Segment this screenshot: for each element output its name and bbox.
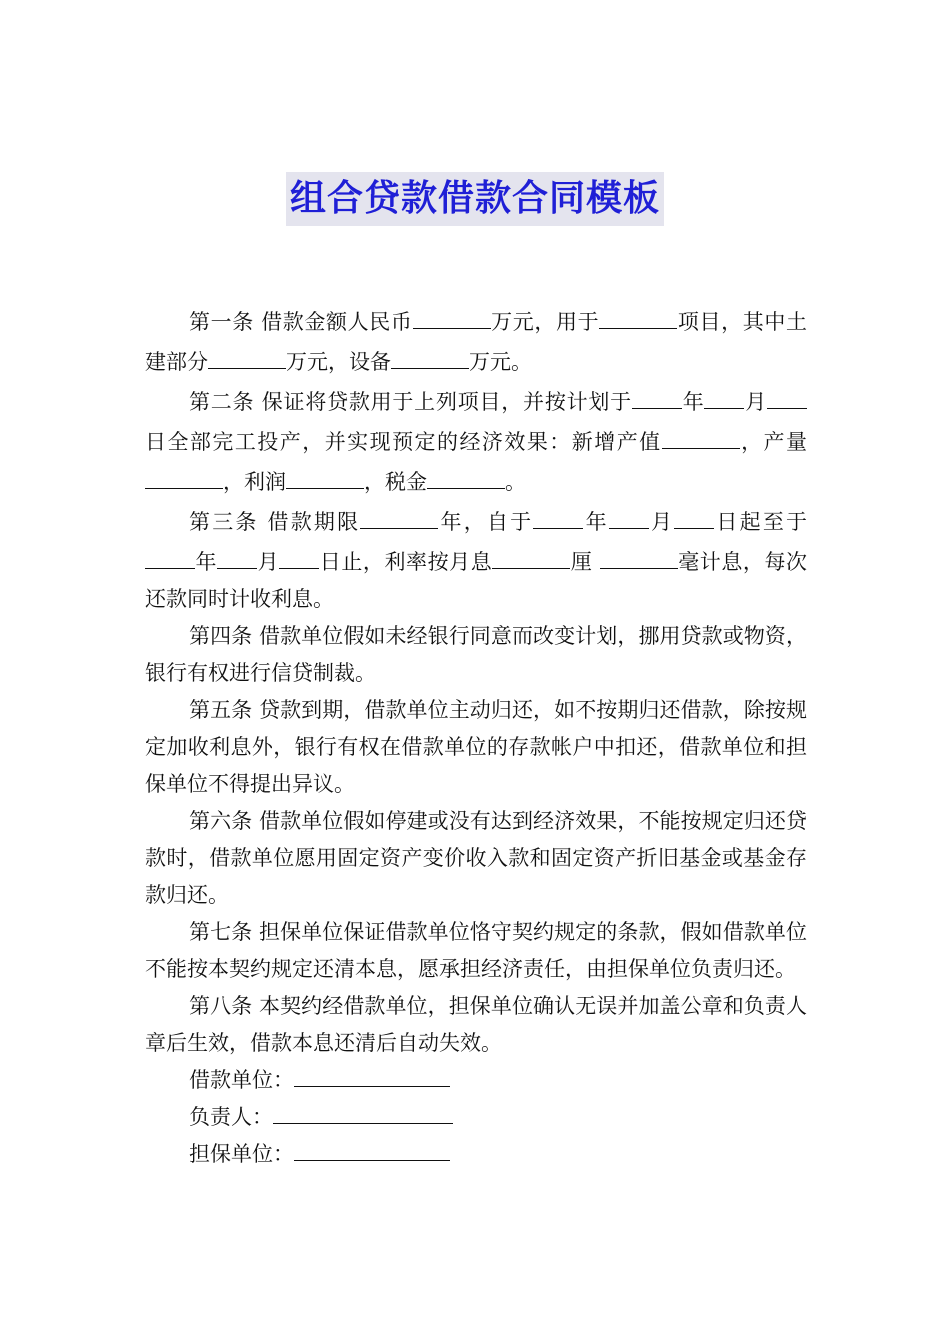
responsible-blank — [273, 1101, 453, 1124]
output-value-blank — [662, 421, 740, 449]
article-7: 第七条 担保单位保证借款单位恪守契约规定的条款，假如借款单位不能按本契约规定还清本息，愿承担经济责任，由担保单位负责归还。 — [145, 920, 807, 981]
document-title: 组合贷款借款合同模板 — [286, 172, 664, 226]
tax-blank — [427, 461, 505, 489]
day-blank — [767, 381, 807, 409]
yield-blank — [145, 461, 223, 489]
article-4: 第四条 借款单位假如未经银行同意而改变计划，挪用贷款或物资，银行有权进行信贷制裁。 — [145, 624, 807, 685]
rate-hao-blank — [600, 541, 678, 569]
article-6-label: 第六条 — [189, 809, 253, 833]
profit-blank — [286, 461, 364, 489]
responsible-signature — [145, 1099, 807, 1136]
article-1: 第一条 借款金额人民币 万元，用于 项目，其中土建部分 万元，设备 万元。 — [145, 301, 807, 381]
guarantor-label: 担保单位： — [189, 1142, 294, 1166]
start-year-blank — [533, 501, 583, 529]
start-month-blank — [609, 501, 649, 529]
article-6: 第六条 借款单位假如停建或没有达到经济效果，不能按规定归还贷款时，借款单位愿用固定资产变价收入款和固定资产折旧基金或基金存款归还。 — [145, 809, 807, 907]
article-2-label: 第二条 — [189, 390, 255, 414]
year-blank — [632, 381, 682, 409]
guarantor-blank — [294, 1138, 450, 1161]
guarantor-signature — [145, 1136, 807, 1173]
end-year-blank — [145, 541, 195, 569]
borrower-blank — [294, 1064, 450, 1087]
article-1-label: 第一条 — [189, 310, 254, 334]
end-day-blank — [279, 541, 319, 569]
term-blank — [360, 501, 438, 529]
end-month-blank — [217, 541, 257, 569]
article-2: 第二条 保证将贷款用于上列项目，并按计划于 年 月日全部完工投产，并实现预定的经济效果：新增产值 ，产量，利润 ，税金 。 — [145, 381, 807, 501]
month-blank — [704, 381, 744, 409]
title-area — [0, 172, 950, 226]
borrower-label: 借款单位： — [189, 1068, 294, 1092]
article-8-label: 第八条 — [189, 994, 253, 1018]
article-3: 第三条 借款期限 年，自于 年 月 日起至于年 月 日止，利率按月息 厘 毫计息，每次还款同时计收利息。 — [145, 501, 807, 618]
article-8: 第八条 本契约经借款单位，担保单位确认无误并加盖公章和负责人章后生效，借款本息还清后自动失效。 — [145, 994, 807, 1055]
article-7-label: 第七条 — [189, 920, 253, 944]
borrower-signature — [145, 1062, 807, 1099]
construction-blank — [208, 341, 286, 369]
article-5: 第五条 贷款到期，借款单位主动归还，如不按期归还借款，除按规定加收利息外，银行有权在借款单位的存款帐户中扣还，借款单位和担保单位不得提出异议。 — [145, 698, 807, 796]
amount-blank — [413, 301, 491, 329]
article-5-label: 第五条 — [189, 698, 253, 722]
article-4-label: 第四条 — [189, 624, 253, 648]
equipment-blank — [391, 341, 469, 369]
rate-li-blank — [492, 541, 570, 569]
project-blank — [599, 301, 677, 329]
start-day-blank — [674, 501, 714, 529]
article-3-label: 第三条 — [189, 510, 259, 534]
contract-body — [145, 301, 807, 1173]
responsible-label: 负责人： — [189, 1105, 273, 1129]
